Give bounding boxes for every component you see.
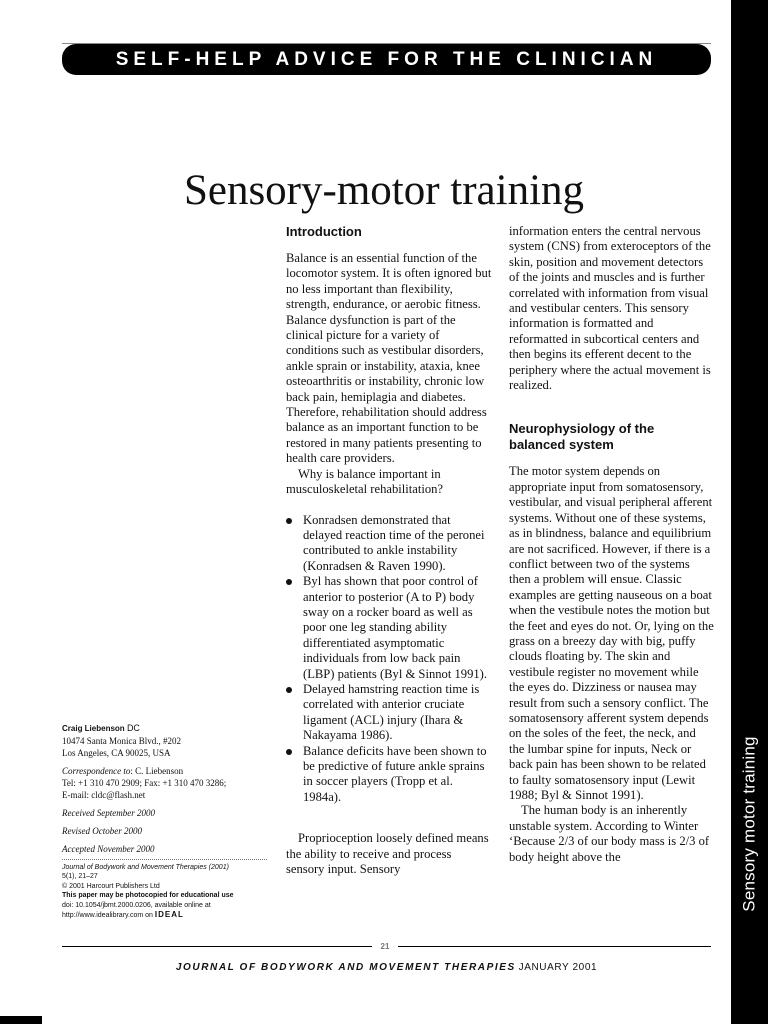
- contact-phone: Tel: +1 310 470 2909; Fax: +1 310 470 3286;: [62, 778, 227, 788]
- library-url: http://www.idealibrary.com on: [62, 912, 153, 920]
- list-item: Konradsen demonstrated that delayed reaction time of the peronei contributed to ankle instability (Konradsen & Raven 1990).: [286, 513, 492, 575]
- dotted-divider: [62, 859, 267, 860]
- bullet-list: [286, 513, 492, 806]
- paragraph: The motor system depends on appropriate input from somatosensory, vestibular, and visual peripheral afferent systems. Without one of these systems, as in blindness, balance and equilibrium are not sacrificed. However, if there is a conflict between two of the systems then a problem will ensue. Classic examples are getting nauseous on a boat when the vestibule notes the motion but the feet and eyes do not. Or, lying on the grass on a breezy day with big, puffy clouds floating by. The skin and vestibule register no movement while the eyes do. Dizziness or nausea may result from such a sensory conflict. The somatosensory afferent system depends on the soles of the feet, the neck, and the lumbar spine for inputs, Neck or back pain has been shown to be related to faulty somatosensory input (Lewit 1988; Byl & Sinnot 1991).: [509, 464, 714, 802]
- ideal-logo: IDEAL: [154, 910, 184, 920]
- section-banner: [62, 44, 711, 75]
- sidebar-text: Sensory motor training: [739, 736, 759, 912]
- column-right: [509, 224, 714, 865]
- list-item: Balance deficits have been shown to be predictive of future ankle sprains in soccer players (Tropp et al. 1984a).: [286, 744, 492, 806]
- author-name: Craig Liebenson: [62, 724, 125, 733]
- doi: doi: 10.1054/jbmt.2000.0206, available online at: [62, 901, 211, 909]
- footer-journal: JOURNAL OF BODYWORK AND MOVEMENT THERAPIES: [175, 962, 516, 973]
- corner-mark: [0, 1016, 42, 1024]
- author-address: 10474 Santa Monica Blvd., #202: [62, 736, 181, 746]
- photocopy-note: This paper may be photocopied for educational use: [62, 892, 234, 900]
- bullet-icon: [286, 579, 292, 585]
- copyright: © 2001 Harcourt Publishers Ltd: [62, 882, 160, 890]
- revised-date: Revised October 2000: [62, 826, 142, 836]
- section-heading-neurophysiology: Neurophysiology of the balanced system: [509, 421, 655, 453]
- received-date: Received September 2000: [62, 808, 155, 818]
- footer: [62, 962, 711, 973]
- paragraph: Why is balance important in musculoskeletal rehabilitation?: [286, 466, 444, 497]
- bullet-icon: [286, 687, 292, 693]
- column-middle: [286, 224, 492, 877]
- author-degree: DC: [126, 723, 140, 733]
- contact-email: E-mail: cldc@flash.net: [62, 790, 146, 800]
- correspondence: Correspondence to: C. Liebenson: [62, 766, 184, 776]
- paragraph: information enters the central nervous system (CNS) from exteroceptors of the skin, position and movement detectors of the joints and muscles and is further correlated with information from visual and vestibular centers. This sensory information is formatted and reformatted in subcortical centers and then begins its efferent decent to the periphery where the actual movement is realized.: [509, 224, 711, 393]
- accepted-date: Accepted November 2000: [62, 844, 155, 854]
- author-info: [62, 722, 267, 920]
- paragraph: The human body is an inherently unstable system. According to Winter ‘Because 2/3 of our body mass is 2/3 of body height above the: [509, 803, 710, 864]
- bullet-icon: [286, 749, 292, 755]
- section-heading-introduction: Introduction: [286, 224, 362, 239]
- sidebar-label: [731, 729, 768, 919]
- page-number: 21: [372, 941, 398, 952]
- author-address: Los Angeles, CA 90025, USA: [62, 748, 171, 758]
- journal-ref: Journal of Bodywork and Movement Therapies (2001): [62, 864, 229, 871]
- banner-title: SELF-HELP ADVICE FOR THE CLINICIAN: [115, 48, 658, 70]
- paragraph: Proprioception loosely defined means the ability to receive and process sensory input. Sensory: [286, 831, 489, 877]
- bullet-icon: [286, 518, 292, 524]
- article-title: Sensory-motor training: [183, 167, 585, 214]
- list-item: Delayed hamstring reaction time is correlated with anterior cruciate ligament (ACL) injury (Ihara & Nakayama 1986).: [286, 682, 492, 744]
- footer-date: JANUARY 2001: [518, 962, 598, 973]
- volume-ref: 5(1), 21–27: [62, 873, 98, 881]
- paragraph: Balance is an essential function of the locomotor system. It is often ignored but no less important than flexibility, strength, endurance, or aerobic fitness. Balance dysfunction is part of the clinical picture for a variety of conditions such as vestibular disorders, ankle sprain or instability, ataxia, knee osteoarthritis or instability, chronic low back pain, hemiplagia and diabetes. Therefore, rehabilitation should address balance as an important function to be restored in many patients presenting to health care providers.: [286, 251, 492, 466]
- list-item: Byl has shown that poor control of anterior to posterior (A to P) body sway on a rocker board as well as poor one leg standing ability differentiated asymptomatic individuals from low back pain (LBP) patients (Byl & Sinnot 1991).: [286, 574, 492, 682]
